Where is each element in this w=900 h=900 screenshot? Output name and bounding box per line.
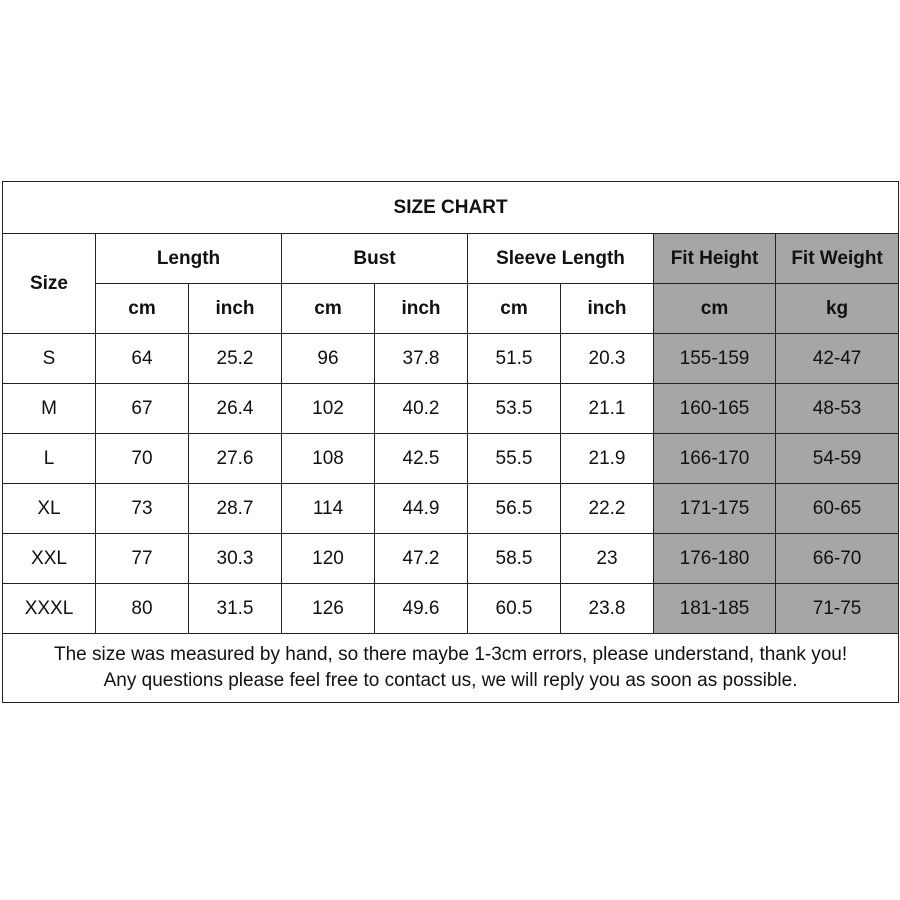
bust-cm-cell: 126: [282, 584, 375, 634]
length-inch-cell: 31.5: [189, 584, 282, 634]
size-chart-table: [2, 181, 899, 703]
table-row: [3, 584, 899, 634]
size-cell: XXL: [3, 534, 96, 584]
notes-cell: [3, 634, 899, 703]
unit-header-row: [3, 284, 899, 334]
fit-height-cell: 181-185: [654, 584, 776, 634]
table-row: [3, 434, 899, 484]
sleeve-cm-cell: 53.5: [468, 384, 561, 434]
length-cm-cell: 73: [96, 484, 189, 534]
bust-cm-cell: 96: [282, 334, 375, 384]
size-cell: S: [3, 334, 96, 384]
bust-cm-cell: 114: [282, 484, 375, 534]
bust-inch-cell: 42.5: [375, 434, 468, 484]
table-row: [3, 384, 899, 434]
fit-weight-cell: 48-53: [776, 384, 899, 434]
sleeve-inch-cell: 22.2: [561, 484, 654, 534]
length-inch-cell: 26.4: [189, 384, 282, 434]
chart-title: SIZE CHART: [3, 182, 899, 234]
fit-height-cell: 166-170: [654, 434, 776, 484]
sleeve-cm-unit: cm: [468, 284, 561, 334]
length-inch-cell: 25.2: [189, 334, 282, 384]
sleeve-inch-cell: 23.8: [561, 584, 654, 634]
sleeve-inch-cell: 20.3: [561, 334, 654, 384]
fit-height-cell: 160-165: [654, 384, 776, 434]
length-cm-cell: 70: [96, 434, 189, 484]
fit-weight-cell: 71-75: [776, 584, 899, 634]
bust-inch-cell: 40.2: [375, 384, 468, 434]
sleeve-inch-cell: 21.9: [561, 434, 654, 484]
length-cm-cell: 77: [96, 534, 189, 584]
sleeve-inch-cell: 23: [561, 534, 654, 584]
sleeve-cm-cell: 51.5: [468, 334, 561, 384]
sleeve-cm-cell: 60.5: [468, 584, 561, 634]
length-cm-cell: 67: [96, 384, 189, 434]
bust-cm-cell: 120: [282, 534, 375, 584]
fit-weight-cell: 42-47: [776, 334, 899, 384]
bust-inch-cell: 49.6: [375, 584, 468, 634]
length-inch-cell: 30.3: [189, 534, 282, 584]
sleeve-length-header: Sleeve Length: [468, 234, 654, 284]
fit-weight-cell: 60-65: [776, 484, 899, 534]
fit-height-cell: 155-159: [654, 334, 776, 384]
fit-weight-header: Fit Weight: [776, 234, 899, 284]
fit-weight-cell: 54-59: [776, 434, 899, 484]
fit-weight-unit: kg: [776, 284, 899, 334]
bust-cm-unit: cm: [282, 284, 375, 334]
table-row: [3, 534, 899, 584]
size-cell: XXXL: [3, 584, 96, 634]
bust-inch-cell: 37.8: [375, 334, 468, 384]
bust-cm-cell: 108: [282, 434, 375, 484]
bust-inch-cell: 44.9: [375, 484, 468, 534]
bust-header: Bust: [282, 234, 468, 284]
fit-height-cell: 171-175: [654, 484, 776, 534]
sleeve-inch-cell: 21.1: [561, 384, 654, 434]
note-contact: Any questions please feel free to contact us, we will reply you as soon as possible.: [103, 670, 798, 691]
length-cm-cell: 80: [96, 584, 189, 634]
length-cm-cell: 64: [96, 334, 189, 384]
size-cell: XL: [3, 484, 96, 534]
length-cm-unit: cm: [96, 284, 189, 334]
length-header: Length: [96, 234, 282, 284]
size-cell: M: [3, 384, 96, 434]
length-inch-cell: 27.6: [189, 434, 282, 484]
sleeve-cm-cell: 56.5: [468, 484, 561, 534]
sleeve-cm-cell: 58.5: [468, 534, 561, 584]
group-header-row: [3, 234, 899, 284]
sleeve-inch-unit: inch: [561, 284, 654, 334]
length-inch-unit: inch: [189, 284, 282, 334]
length-inch-cell: 28.7: [189, 484, 282, 534]
size-rows: [3, 334, 899, 634]
table-row: [3, 484, 899, 534]
fit-weight-cell: 66-70: [776, 534, 899, 584]
size-header: Size: [3, 234, 96, 334]
size-cell: L: [3, 434, 96, 484]
sleeve-cm-cell: 55.5: [468, 434, 561, 484]
fit-height-cell: 176-180: [654, 534, 776, 584]
note-measurement: The size was measured by hand, so there maybe 1-3cm errors, please understand, thank you!: [53, 644, 848, 665]
table-row: [3, 334, 899, 384]
bust-inch-cell: 47.2: [375, 534, 468, 584]
fit-height-header: Fit Height: [654, 234, 776, 284]
bust-inch-unit: inch: [375, 284, 468, 334]
fit-height-unit: cm: [654, 284, 776, 334]
bust-cm-cell: 102: [282, 384, 375, 434]
